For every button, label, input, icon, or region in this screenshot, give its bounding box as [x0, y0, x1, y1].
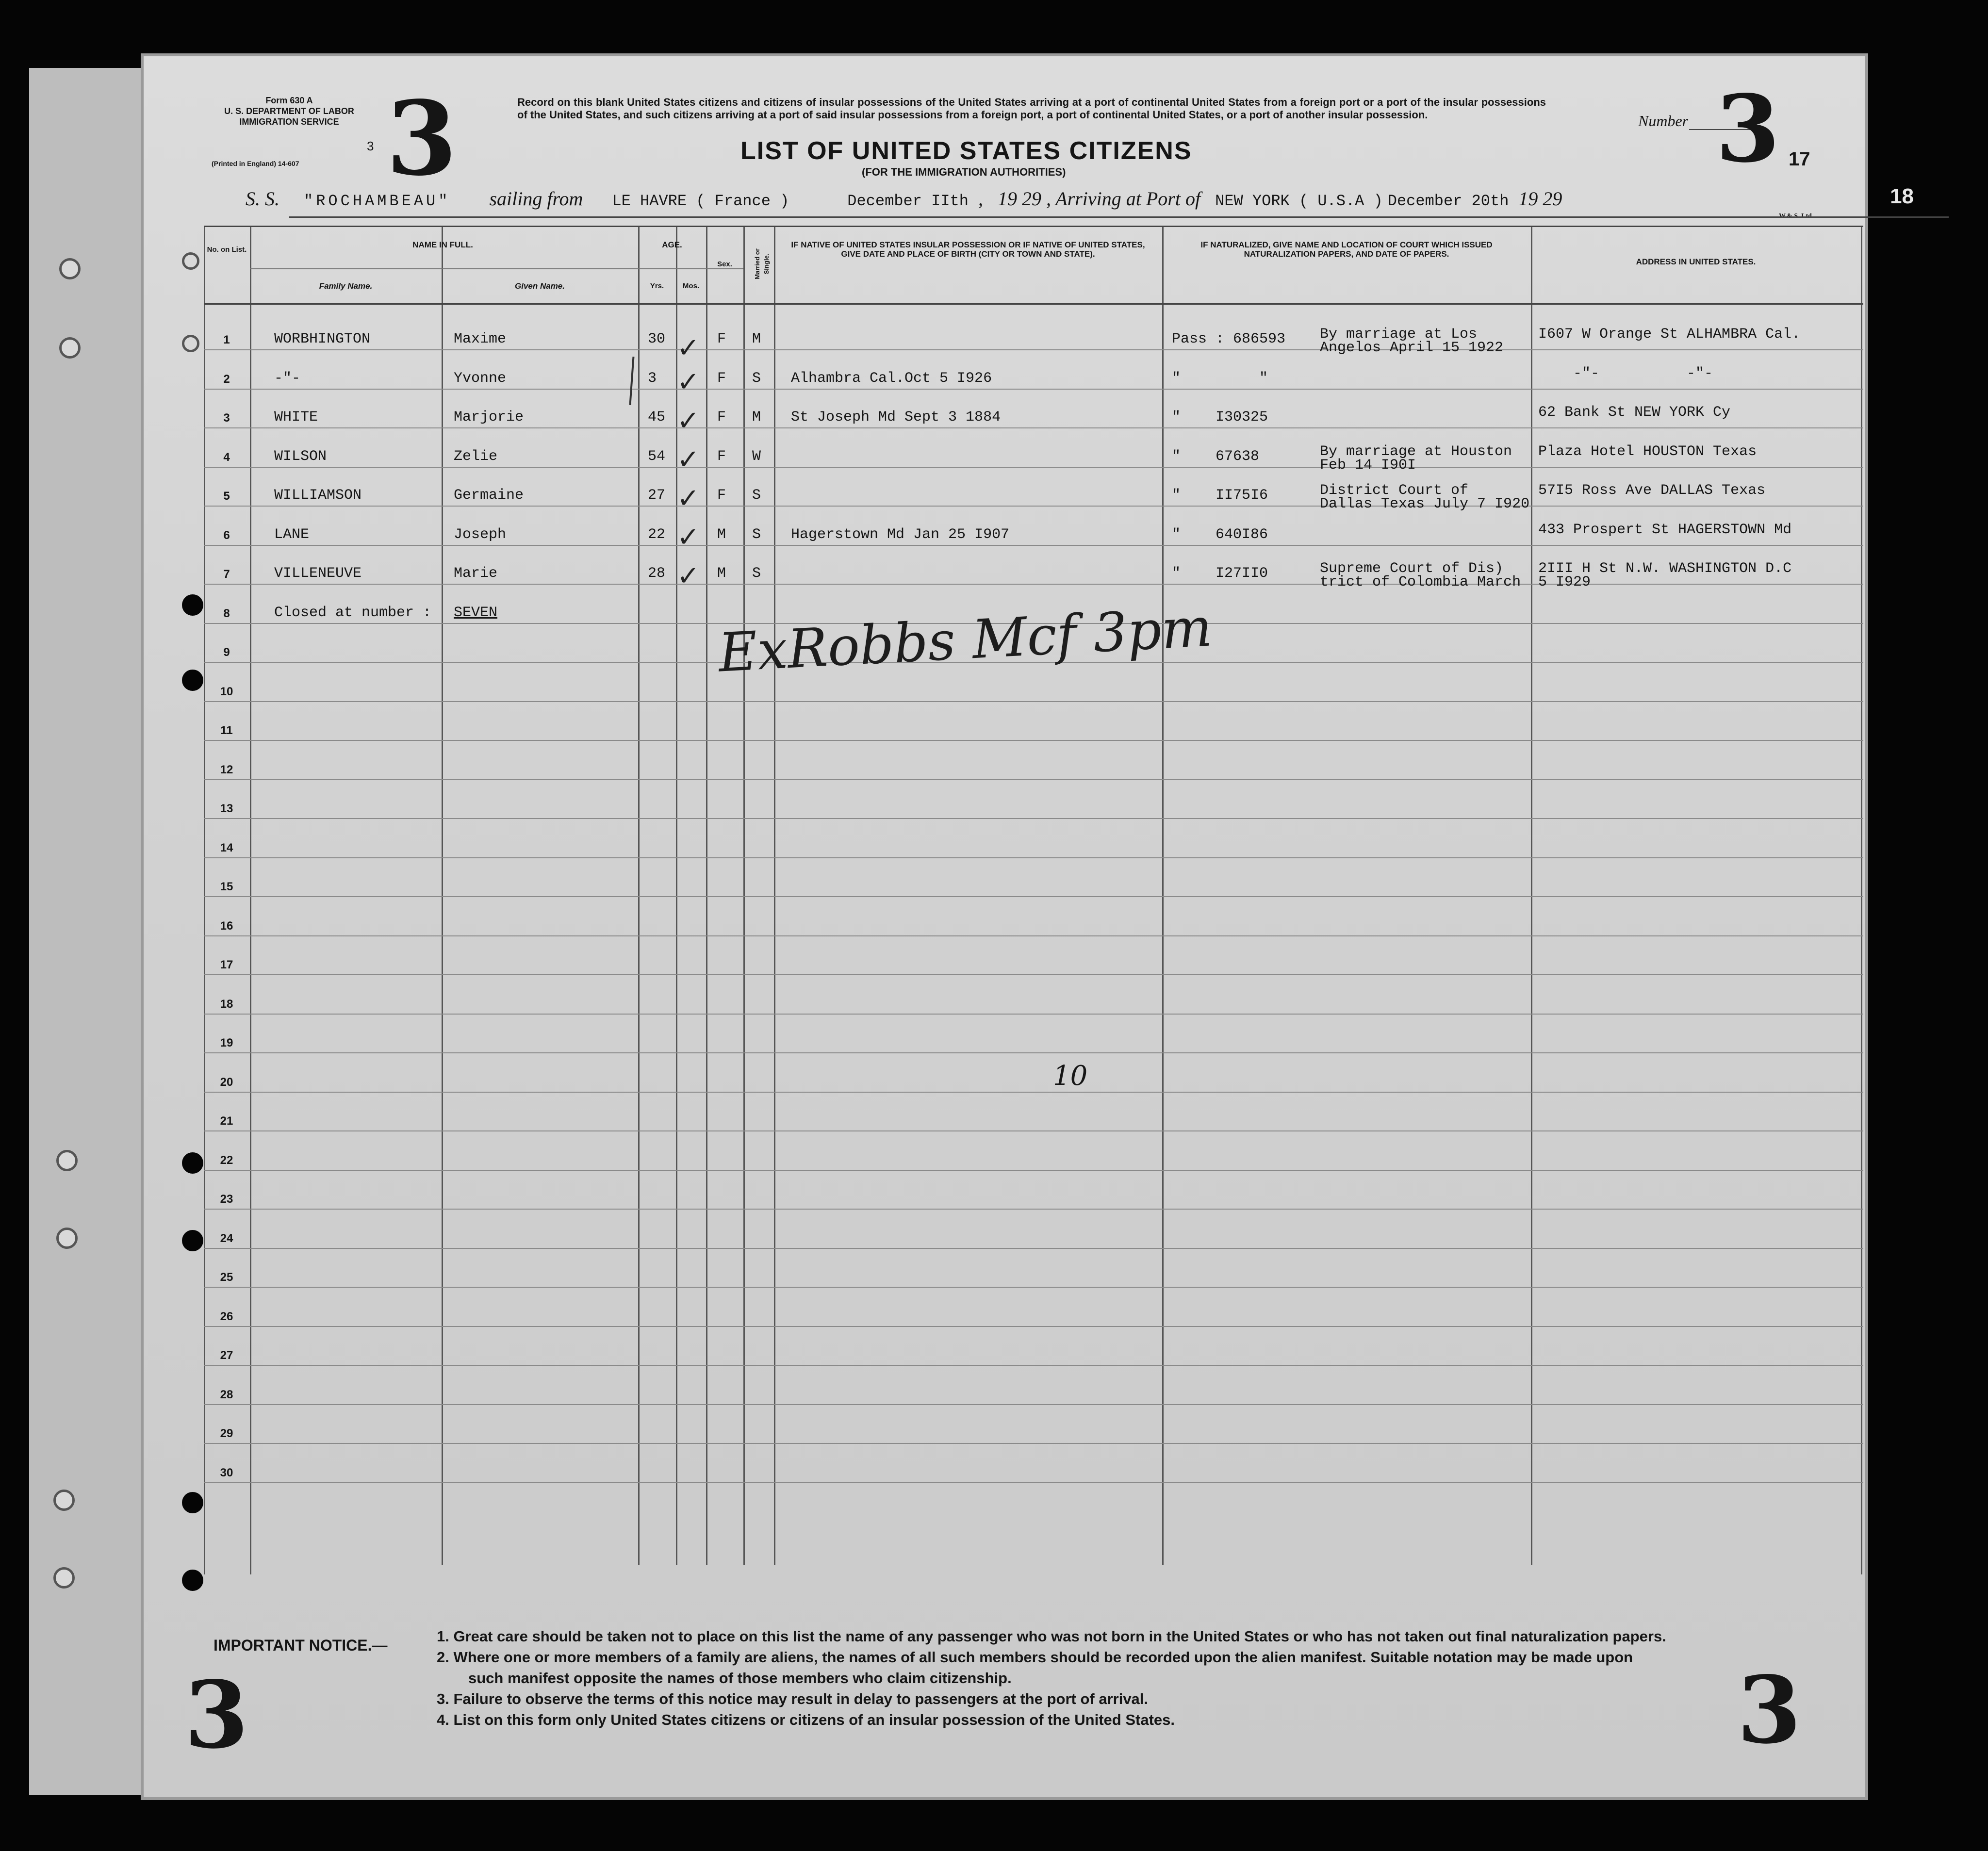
age-years-cell: 27	[648, 487, 666, 504]
age-years-cell: 28	[648, 565, 666, 582]
handwritten-signature: ExRobbs Mcf 3pm	[717, 596, 1214, 684]
marital-status-cell: S	[752, 565, 761, 582]
page-subtitle: (FOR THE IMMIGRATION AUTHORITIES)	[862, 166, 1066, 178]
row-number: 21	[220, 1114, 233, 1128]
family-name-cell: Closed at number :	[274, 604, 432, 621]
row-number: 1	[223, 333, 230, 346]
row-rule	[204, 701, 1863, 702]
age-years-cell: 3	[648, 370, 657, 387]
service-name: IMMIGRATION SERVICE	[239, 117, 339, 127]
voyage-line: S. S. "ROCHAMBEAU" sailing from LE HAVRE ( France ) December IIth , 19 29 , Arriving at Port of NEW YORK ( U.S.A ) December 20th 19 29	[246, 188, 1562, 210]
row-rule	[204, 896, 1863, 897]
family-name-cell: WILLIAMSON	[274, 487, 362, 504]
row-rule	[204, 545, 1863, 546]
row-rule	[204, 818, 1863, 819]
department-name: U. S. DEPARTMENT OF LABOR	[224, 106, 354, 116]
given-name-cell: Yvonne	[454, 370, 507, 387]
row-number: 12	[220, 763, 233, 776]
notice-label: IMPORTANT NOTICE.—	[214, 1637, 388, 1654]
form-header-block	[212, 95, 367, 127]
naturalization-number-cell: " II75I6	[1172, 487, 1268, 504]
row-number: 3	[223, 411, 230, 425]
col-married-single: Married or Single.	[754, 248, 770, 279]
row-number: 13	[220, 802, 233, 815]
marital-status-cell: W	[752, 448, 761, 465]
family-name-cell: LANE	[274, 526, 310, 543]
naturalization-number-cell: " I27II0	[1172, 565, 1268, 582]
col-given-name: Given Name.	[515, 281, 565, 291]
row-number: 24	[220, 1231, 233, 1245]
col-birth: IF NATIVE OF UNITED STATES INSULAR POSSESSION OR IF NATIVE OF UNITED STATES, GIVE DATE AND PLACE OF BIRTH (CITY OR TOWN AND STATE).	[791, 240, 1145, 259]
given-name-cell: Zelie	[454, 448, 498, 465]
us-address-cell: 433 Prospert St HAGERSTOWN Md	[1538, 521, 1792, 538]
margin-handwritten-number: 10	[1053, 1060, 1088, 1092]
row-number: 25	[220, 1271, 233, 1284]
family-name-cell: VILLENEUVE	[274, 565, 362, 582]
row-number: 8	[223, 606, 230, 620]
row-number: 5	[223, 490, 230, 503]
passenger-table: No. on List. NAME IN FULL. Family Name. Given Name. AGE. Yrs. Mos. Sex. Married or Single. IF NATIVE OF UNITED STATES INSULAR POSSESSION OR IF NATIVE OF UNITED STATES, GIVE DATE AND PLACE OF BIRTH (CITY OR TOWN AND STATE). IF NATURALIZED, GIVE NAME AND LOCATION OF COURT WHICH ISSUED NATURALIZATION PAPERS, AND DATE OF PAPERS. ADDRESS IN UNITED STATES. 1 2 3 4 5 6 7 8 9 10 11 12 13 14 15 16 17 18 19 20 21 22 23 24 25 26 27 28 29 30 WORBHINGTON Maxime 30 F M Pass : 686593 By marriage at Los Angelos April 15 1922 I607 W Orange St ALHAMBRA Cal. -"- Yvonne 3 F S Alhambra Cal.Oct 5 I926 " " -"- -"- WHITE Marjorie 45 F M St Joseph Md Sept 3 1884 " I30325 62 Bank St NEW YORK Cy WILSON Zelie 54 F W " 67638 By marriage at Houston Feb 14 I90I Plaza Hotel HOUSTON Texas WILLIAMSON Germaine 27 F S " II75I6 District Court of Dallas Texas July 7 I920 57I5 Ross Ave DALLAS Texas LANE Joseph 22 M S Hagerstown Md Jan 25 I907 " 640I86 433 Prospert St HAGERSTOWN Md VILLENEUVE Marie 28 M S " I27II0 Supreme Court of Dis) trict of Colombia March 2III H St N.W. WASHINGTON D.C 5 I929 Closed at number : SEVEN ✓ ✓ ✓ ✓ ✓ ✓ ✓ ExRobbs Mcf 3pm 10	[204, 226, 1863, 1574]
col-naturalized: IF NATURALIZED, GIVE NAME AND LOCATION OF COURT WHICH ISSUED NATURALIZATION PAPERS, AND DATE OF PAPERS.	[1200, 240, 1493, 259]
col-mos: Mos.	[682, 282, 700, 290]
naturalization-number-cell: Pass : 686593	[1172, 331, 1286, 347]
notice-item-2-cont: such manifest opposite the names of those members who claim citizenship.	[468, 1670, 1012, 1687]
corner-number-left: 3	[184, 1661, 249, 1769]
row-number: 10	[220, 685, 233, 698]
row-rule	[204, 1365, 1863, 1366]
row-number: 26	[220, 1310, 233, 1323]
given-name-cell: Joseph	[454, 526, 507, 543]
row-rule	[204, 1404, 1863, 1405]
naturalization-number-cell: " 640I86	[1172, 526, 1268, 543]
binder-hole	[56, 1228, 78, 1249]
marital-status-cell: S	[752, 487, 761, 504]
departure-date: December IIth	[847, 192, 969, 210]
marital-status-cell: S	[752, 370, 761, 387]
row-number: 15	[220, 880, 233, 893]
binder-hole	[59, 337, 81, 359]
row-rule	[204, 1014, 1863, 1015]
us-address-cell: 2III H St N.W. WASHINGTON D.C 5 I929	[1538, 560, 1792, 590]
ss-label: S. S.	[246, 188, 279, 210]
instructions-text: Record on this blank United States citizens and citizens of insular possessions of the United States arriving at a port of continental United States from a foreign port or a port of the insular possessions of the United States, and such citizens arriving at a port of said insular possessions from a foreign port, a port of continental United States, or a port of another insular possession.	[517, 96, 1546, 121]
row-rule	[204, 857, 1863, 858]
us-address-cell: 57I5 Ross Ave DALLAS Texas	[1538, 482, 1766, 499]
row-number: 30	[220, 1466, 233, 1479]
col-address: ADDRESS IN UNITED STATES.	[1636, 257, 1756, 266]
sex-cell: F	[717, 331, 726, 347]
naturalization-number-cell: " 67638	[1172, 448, 1260, 465]
row-rule	[204, 1482, 1863, 1483]
marital-status-cell: M	[752, 331, 761, 347]
row-rule	[204, 506, 1863, 507]
row-number: 19	[220, 1036, 233, 1049]
binder-hole	[59, 258, 81, 279]
list-number: 3	[1716, 75, 1780, 183]
row-number: 11	[220, 724, 233, 737]
row-rule	[204, 935, 1863, 936]
row-number: 7	[223, 568, 230, 581]
arrival-date: December 20th	[1387, 192, 1509, 210]
given-name-cell: Marie	[454, 565, 498, 582]
sex-cell: M	[717, 526, 726, 543]
form-number: Form 630 A	[265, 96, 313, 105]
row-rule	[204, 1443, 1863, 1444]
arrival-port: NEW YORK ( U.S.A )	[1215, 192, 1383, 210]
birth-place-cell: St Joseph Md Sept 3 1884	[791, 409, 1001, 426]
sex-cell: F	[717, 487, 726, 504]
departure-port: LE HAVRE ( France )	[612, 192, 789, 210]
age-years-cell: 45	[648, 409, 666, 426]
row-rule	[204, 1092, 1863, 1093]
sex-cell: M	[717, 565, 726, 582]
voyage-rule	[289, 216, 1949, 218]
marital-status-cell: S	[752, 526, 761, 543]
row-number: 4	[223, 450, 230, 464]
row-rule	[204, 389, 1863, 390]
naturalization-court-cell: By marriage at Houston Feb 14 I90I	[1320, 443, 1512, 474]
naturalization-number-cell: " I30325	[1172, 409, 1268, 426]
row-number: 29	[220, 1427, 233, 1440]
row-number: 22	[220, 1153, 233, 1167]
sex-cell: F	[717, 370, 726, 387]
col-no: No. on List.	[207, 246, 247, 254]
naturalization-court-cell: By marriage at Los Angelos April 15 1922	[1320, 326, 1504, 356]
ship-name: "ROCHAMBEAU"	[304, 192, 451, 210]
row-rule	[204, 467, 1863, 468]
birth-place-cell: Alhambra Cal.Oct 5 I926	[791, 370, 992, 387]
age-years-cell: 30	[648, 331, 666, 347]
us-address-cell: I607 W Orange St ALHAMBRA Cal.	[1538, 326, 1801, 343]
row-rule	[204, 1287, 1863, 1288]
page-number-18: 18	[1890, 184, 1914, 208]
page-title: LIST OF UNITED STATES CITIZENS	[740, 137, 1192, 165]
notice-item-2: 2. Where one or more members of a family are aliens, the names of all such members should be recorded upon the alien manifest. Suitable notation may be made upon	[437, 1649, 1633, 1666]
row-number: 2	[223, 372, 230, 386]
sailing-label: sailing from	[489, 188, 583, 210]
family-name-cell: WHITE	[274, 409, 318, 426]
family-name-cell: -"-	[274, 370, 301, 387]
page-number-17: 17	[1789, 148, 1810, 170]
row-rule	[204, 1052, 1863, 1053]
given-name-cell: SEVEN	[454, 604, 498, 621]
row-number: 28	[220, 1388, 233, 1401]
col-sex: Sex.	[717, 260, 732, 268]
row-number: 27	[220, 1349, 233, 1362]
row-number: 20	[220, 1075, 233, 1089]
col-age: AGE.	[662, 240, 682, 249]
marital-status-cell: M	[752, 409, 761, 426]
notice-item-3: 3. Failure to observe the terms of this notice may result in delay to passengers at the port of arrival.	[437, 1690, 1149, 1707]
age-years-cell: 22	[648, 526, 666, 543]
birth-place-cell: Hagerstown Md Jan 25 I907	[791, 526, 1010, 543]
naturalization-court-cell: Supreme Court of Dis) trict of Colombia March	[1320, 560, 1521, 590]
naturalization-court-cell: District Court of Dallas Texas July 7 I920	[1320, 482, 1530, 512]
us-address-cell: Plaza Hotel HOUSTON Texas	[1538, 443, 1757, 460]
row-number: 18	[220, 997, 233, 1011]
row-rule	[204, 1248, 1863, 1249]
col-family-name: Family Name.	[319, 281, 373, 291]
row-rule	[204, 349, 1863, 350]
naturalization-number-cell: " "	[1172, 370, 1268, 387]
printed-note: (Printed in England) 14-607	[212, 160, 299, 167]
us-address-cell: -"- -"-	[1538, 365, 1713, 382]
departure-year: 19 29	[997, 188, 1041, 210]
arriving-label: , Arriving at Port of	[1046, 188, 1201, 210]
notice-item-4: 4. List on this form only United States citizens or citizens of an insular possession of the United States.	[437, 1711, 1175, 1728]
row-rule	[204, 427, 1863, 428]
row-number: 23	[220, 1193, 233, 1206]
col-name-in-full: NAME IN FULL.	[412, 240, 473, 249]
binder-hole	[53, 1567, 75, 1589]
col-yrs: Yrs.	[650, 282, 664, 290]
row-number: 14	[220, 841, 233, 854]
row-number: 9	[223, 646, 230, 659]
family-name-cell: WORBHINGTON	[274, 331, 371, 347]
binder-hole	[56, 1150, 78, 1171]
corner-number-right: 3	[1737, 1656, 1802, 1764]
sex-cell: F	[717, 448, 726, 465]
row-rule	[204, 974, 1863, 975]
binder-hole	[53, 1490, 75, 1511]
sex-cell: F	[717, 409, 726, 426]
row-rule	[204, 740, 1863, 741]
given-name-cell: Germaine	[454, 487, 524, 504]
row-number: 6	[223, 528, 230, 542]
row-number: 16	[220, 919, 233, 933]
row-rule	[204, 1209, 1863, 1210]
form-big-number: 3	[386, 79, 458, 198]
underlying-page	[29, 68, 146, 1795]
row-rule	[204, 1170, 1863, 1171]
us-address-cell: 62 Bank St NEW YORK Cy	[1538, 404, 1731, 421]
row-number: 17	[220, 958, 233, 971]
bracket-mark	[629, 357, 635, 405]
row-rule	[204, 1130, 1863, 1131]
age-years-cell: 54	[648, 448, 666, 465]
given-name-cell: Marjorie	[454, 409, 524, 426]
family-name-cell: WILSON	[274, 448, 327, 465]
row-rule	[204, 779, 1863, 780]
number-label: Number	[1638, 112, 1689, 130]
row-rule	[204, 1326, 1863, 1327]
notice-item-1: 1. Great care should be taken not to place on this list the name of any passenger who was not born in the United States or who has not taken out final naturalization papers.	[437, 1628, 1666, 1645]
given-name-cell: Maxime	[454, 331, 507, 347]
arrival-year: 19 29	[1518, 188, 1562, 210]
small-three: 3	[367, 139, 374, 153]
